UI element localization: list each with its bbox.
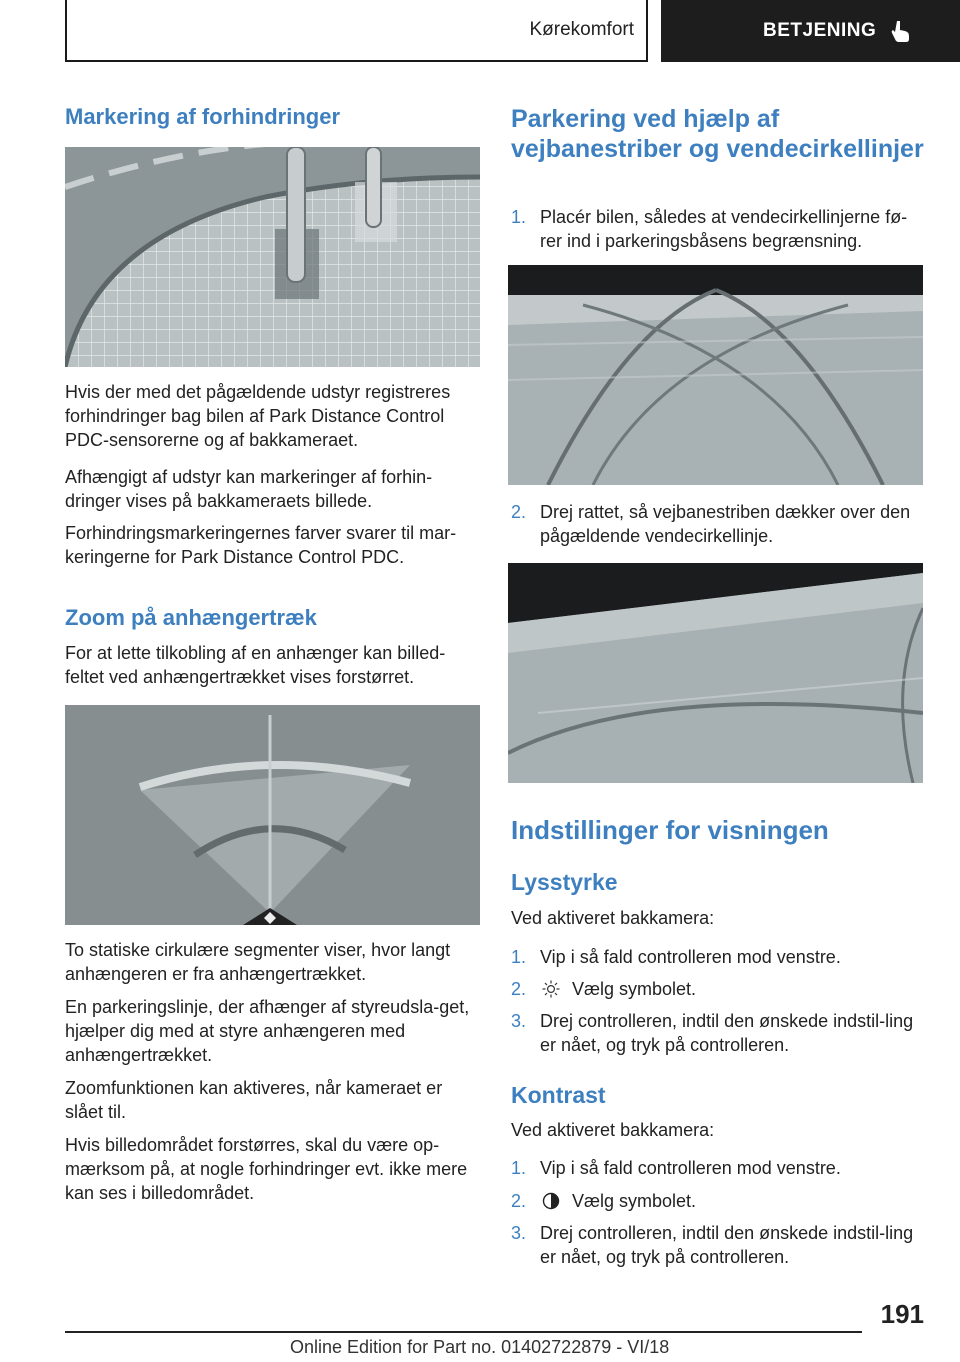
list-item <box>511 1009 926 1059</box>
step-number: 2. <box>511 979 527 999</box>
heading-zoom-hitch: Zoom på anhængertræk <box>65 605 317 630</box>
header-section-label: BETJENING <box>763 20 877 41</box>
paragraph-zoom-3: En parkeringslinje, der afhænger af styreudsla-get, hjælper dig med at styre anhængeren med anhængertrækket. <box>65 997 470 1065</box>
list-item <box>511 1156 926 1182</box>
lane-lines-image <box>508 265 923 485</box>
paragraph-zoom-1: For at lette tilkobling af en anhænger kan billed-feltet ved anhængertrækket vises forstørret. <box>65 643 446 687</box>
step-text: Vælg symbolet. <box>572 1191 697 1211</box>
paragraph-obstacles-2: Afhængigt af udstyr kan markeringer af forhin-dringer vises på bakkameraets billede. <box>65 467 433 511</box>
paragraph-zoom-2: To statiske cirkulære segmenter viser, hvor langt anhængeren er fra anhængertrækket. <box>65 940 451 984</box>
header-chapter-tab <box>65 0 648 62</box>
paragraph-brightness: Ved aktiveret bakkamera: <box>511 908 715 928</box>
step-text: Vip i så fald controlleren mod venstre. <box>540 947 841 967</box>
step-number: 1. <box>511 1158 527 1178</box>
heading-parking-guides: Parkering ved hjælp af vejbanestriber og vendecirkellinjer <box>511 105 924 163</box>
step-number: 3. <box>511 1011 527 1031</box>
step-number: 1. <box>511 207 527 227</box>
step-text: Placér bilen, således at vendecirkellinjerne fø-rer ind i parkeringsbåsens begrænsning. <box>540 207 908 251</box>
hitch-zoom-image <box>65 705 480 925</box>
step-text: Vælg symbolet. <box>572 979 697 999</box>
figure-turning-circle <box>508 563 923 783</box>
step-text: Drej controlleren, indtil den ønskede indstil-ling er nået, og tryk på controlleren. <box>540 1223 914 1267</box>
hand-pointer-icon <box>890 19 912 43</box>
figure-trailer-hitch-zoom <box>65 705 480 925</box>
figure-obstacle-marking <box>65 147 480 367</box>
obstacle-camera-image <box>65 147 480 367</box>
step-text: Drej rattet, så vejbanestriben dækker over den pågældende vendecirkellinje. <box>540 502 911 546</box>
turning-circle-image <box>508 563 923 783</box>
paragraph-contrast: Ved aktiveret bakkamera: <box>511 1120 715 1140</box>
heading-display-settings: Indstillinger for visningen <box>511 815 829 845</box>
heading-brightness: Lysstyrke <box>511 869 618 895</box>
heading-obstacle-marking: Markering af forhindringer <box>65 104 341 129</box>
heading-contrast: Kontrast <box>511 1082 606 1108</box>
header-section-tab <box>661 0 960 62</box>
footer-edition: Online Edition for Part no. 01402722879 - VI/18 <box>290 1337 670 1357</box>
header-chapter-label: Kørekomfort <box>529 19 634 40</box>
list-item <box>511 945 926 971</box>
step-number: 1. <box>511 947 527 967</box>
list-item <box>511 205 926 255</box>
paragraph-zoom-5: Hvis billedområdet forstørres, skal du være op-mærksom på, at nogle forhindringer evt. ikke mere kan ses i billedområdet. <box>65 1135 468 1203</box>
step-text: Drej controlleren, indtil den ønskede indstil-ling er nået, og tryk på controlleren. <box>540 1011 914 1055</box>
figure-lane-lines <box>508 265 923 485</box>
step-text: Vip i så fald controlleren mod venstre. <box>540 1158 841 1178</box>
list-item <box>511 1189 926 1215</box>
footer-divider <box>65 1331 862 1333</box>
paragraph-zoom-4: Zoomfunktionen kan aktiveres, når kameraet er slået til. <box>65 1078 443 1122</box>
list-item <box>511 500 926 550</box>
sun-icon <box>542 980 560 998</box>
step-number: 3. <box>511 1223 527 1243</box>
contrast-circle-icon <box>542 1192 560 1210</box>
page-number: 191 <box>880 1299 924 1329</box>
step-number: 2. <box>511 1191 527 1211</box>
step-number: 2. <box>511 502 527 522</box>
paragraph-obstacles-3: Forhindringsmarkeringernes farver svarer til mar-keringerne for Park Distance Control PDC. <box>65 523 457 567</box>
list-item <box>511 977 926 1003</box>
paragraph-obstacles-1: Hvis der med det pågældende udstyr registreres forhindringer bag bilen af Park Distance Control PDC-sensorerne og af bakkameraet. <box>65 382 451 450</box>
list-item <box>511 1221 926 1271</box>
